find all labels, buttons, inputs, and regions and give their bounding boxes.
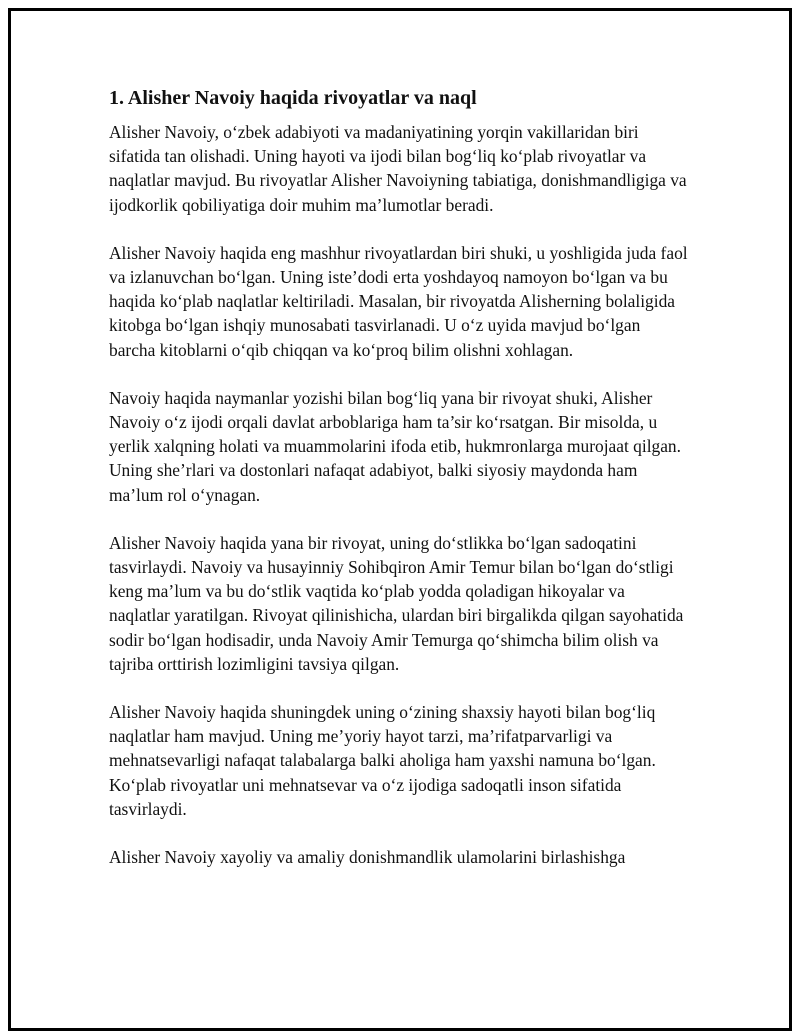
paragraph-1: Alisher Navoiy, o‘zbek adabiyoti va madaniyatining yorqin vakillaridan biri sifatida tan olishadi. Uning hayoti va ijodi bilan bog‘liq ko‘plab rivoyatlar va naqlatlar mavjud. Bu rivoyatlar Alisher Navoiyning tabiatiga, donishmandligiga va ijodkorlik qobiliyatiga doir muhim ma’lumotlar beradi.	[109, 122, 687, 215]
paragraph-2: Alisher Navoiy haqida eng mashhur rivoyatlardan biri shuki, u yoshligida juda faol va izlanuvchan bo‘lgan. Uning iste’dodi erta yoshdayoq namoyon bo‘lgan va bu haqida ko‘plab naqlatlar keltiriladi. Masalan, bir rivoyatda Alisherning bolaligida kitobga bo‘lgan ishqiy munosabati tasvirlanadi. U o‘z uyida mavjud bo‘lgan barcha kitoblarni o‘qib chiqqan va ko‘proq bilim olishni xohlagan.	[109, 242, 688, 360]
paragraph-4: Alisher Navoiy haqida yana bir rivoyat, uning do‘stlikka bo‘lgan sadoqatini tasvirlaydi. Navoiy va husayinniy Sohibqiron Amir Temur bilan bo‘lgan do‘stligi keng ma’lum va bu do‘stlik vaqtida ko‘plab yodda qoladigan hikoyalar va naqlatlar yaratilgan. Rivoyat qilinishicha, ulardan biri birgalikda qilgan sayohatida sodir bo‘lgan hodisadir, unda Navoiy Amir Temurga qo‘shimcha bilim olish va tajriba orttirish lozimligini tavsiya qilgan.	[109, 532, 684, 674]
paragraph-5: Alisher Navoiy haqida shuningdek uning o‘zining shaxsiy hayoti bilan bog‘liq naqlatlar ham mavjud. Uning me’yoriy hayot tarzi, ma’rifatparvarligi va mehnatsevarligi nafaqat talabalarga balki aholiga ham yaxshi namuna bo‘lgan. Ko‘plab rivoyatlar uni mehnatsevar va o‘z ijodiga sadoqatli inson sifatida tasvirlaydi.	[109, 702, 656, 819]
document-body	[109, 84, 689, 893]
paragraph-3: Navoiy haqida naymanlar yozishi bilan bog‘liq yana bir rivoyat shuki, Alisher Navoiy o‘z ijodi orqali davlat arboblariga ham ta’sir ko‘rsatgan. Bir misolda, u yerlik xalqning holati va muammolarini ifoda etib, hukmronlarga murojaat qilgan. Uning she’rlari va dostonlari nafaqat adabiyot, balki siyosiy maydonda ham ma’lum rol o‘ynagan.	[109, 387, 681, 505]
paragraph-6: Alisher Navoiy xayoliy va amaliy donishmandlik ulamolarini birlashishga	[109, 847, 626, 868]
section-heading: 1. Alisher Navoiy haqida rivoyatlar va naql	[109, 87, 477, 109]
